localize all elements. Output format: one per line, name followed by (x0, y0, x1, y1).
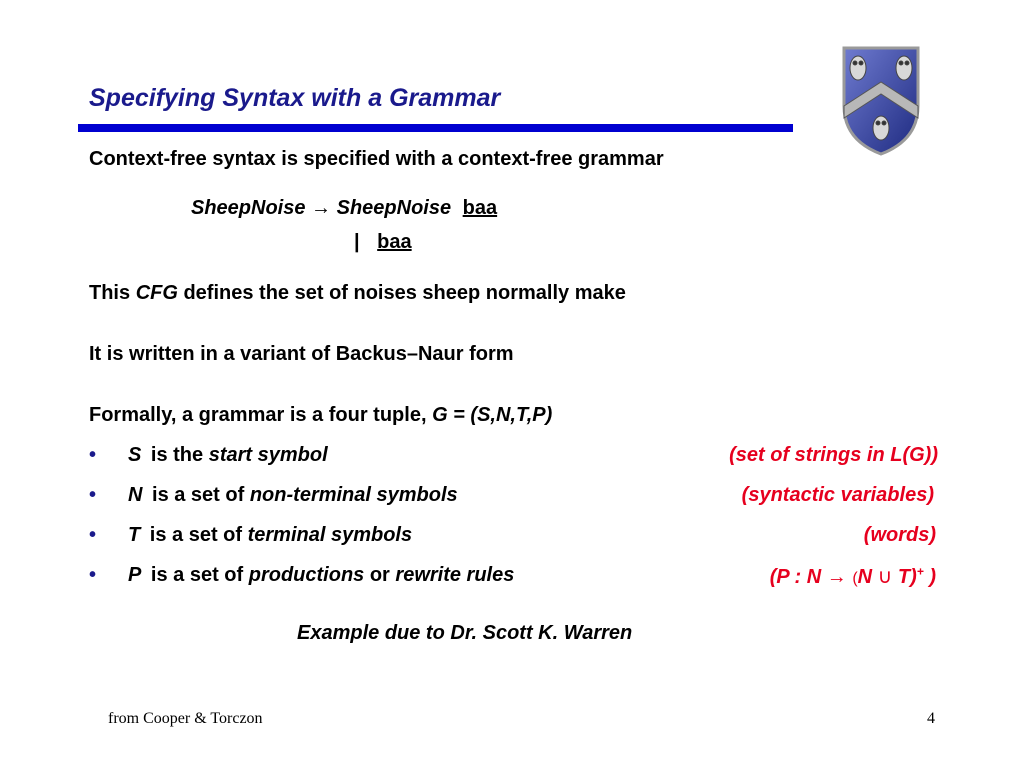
cfg-term: CFG (135, 282, 178, 304)
bullet-icon: • (89, 484, 97, 506)
note-pre: (P : N (769, 566, 822, 588)
note-arrow: → (826, 566, 847, 588)
cfg-pre: This (89, 282, 131, 304)
bullet-p (128, 564, 514, 587)
bullet-n-note: (syntactic variables) (741, 484, 934, 506)
bullet-term: non-terminal symbols (249, 484, 458, 506)
arrow-symbol: → (311, 197, 332, 219)
bullet-mid: is the (150, 444, 204, 466)
bullet-mid: is a set of (150, 564, 244, 586)
title-divider (78, 124, 793, 132)
formal-description (89, 404, 552, 427)
bullet-term: start symbol (208, 444, 328, 466)
bullet-s (128, 444, 328, 467)
bullet-n (128, 484, 458, 507)
note-paren: ( (852, 570, 858, 587)
bullet-t-note: (words) (863, 524, 936, 546)
alt-bar: | (354, 231, 360, 253)
note-close: ) (929, 566, 936, 588)
bullet-icon: • (89, 444, 97, 466)
alt-terminal: baa (377, 231, 412, 253)
bullet-t (128, 524, 412, 547)
bullet-symbol: S (128, 444, 142, 466)
bullet-symbol: T (128, 524, 141, 546)
production-alternative (354, 231, 412, 254)
page-number: 4 (927, 710, 935, 727)
grammar-rhs-terminal: baa (462, 197, 498, 219)
intro-text: Context-free syntax is specified with a context-free grammar (89, 148, 664, 170)
bullet-p-note (770, 564, 936, 589)
cfg-post: defines the set of noises sheep normally make (183, 282, 626, 304)
bullet-s-note: (set of strings in L(G)) (729, 444, 938, 466)
bullet-mid: is a set of (152, 484, 245, 506)
slide-title: Specifying Syntax with a Grammar (89, 84, 501, 112)
bullet-symbol: P (128, 564, 142, 586)
grammar-rhs-nonterminal: SheepNoise (336, 197, 452, 219)
bullet-mid: is a set of (149, 524, 243, 546)
four-tuple: G = (S,N,T,P) (432, 404, 553, 426)
bullet-icon: • (89, 564, 97, 586)
note-n: N (857, 566, 873, 588)
production-rule (191, 197, 497, 220)
credit-text: Example due to Dr. Scott K. Warren (297, 622, 633, 644)
note-t: T) (897, 566, 917, 588)
bullet-term: terminal symbols (247, 524, 413, 546)
bullet-or: or (369, 564, 390, 586)
footer-source: from Cooper & Torczon (108, 710, 263, 727)
note-sup: + (916, 564, 924, 579)
formal-pre: Formally, a grammar is a four tuple, (89, 404, 427, 426)
note-union: ∪ (877, 566, 893, 588)
bnf-description: It is written in a variant of Backus–Naur form (89, 343, 514, 365)
owl-shield-icon (840, 44, 922, 156)
bullet-term2: rewrite rules (395, 564, 515, 586)
bullet-symbol: N (128, 484, 143, 506)
grammar-lhs: SheepNoise (191, 197, 306, 219)
bullet-term: productions (248, 564, 365, 586)
cfg-description (89, 282, 626, 305)
bullet-icon: • (89, 524, 97, 546)
